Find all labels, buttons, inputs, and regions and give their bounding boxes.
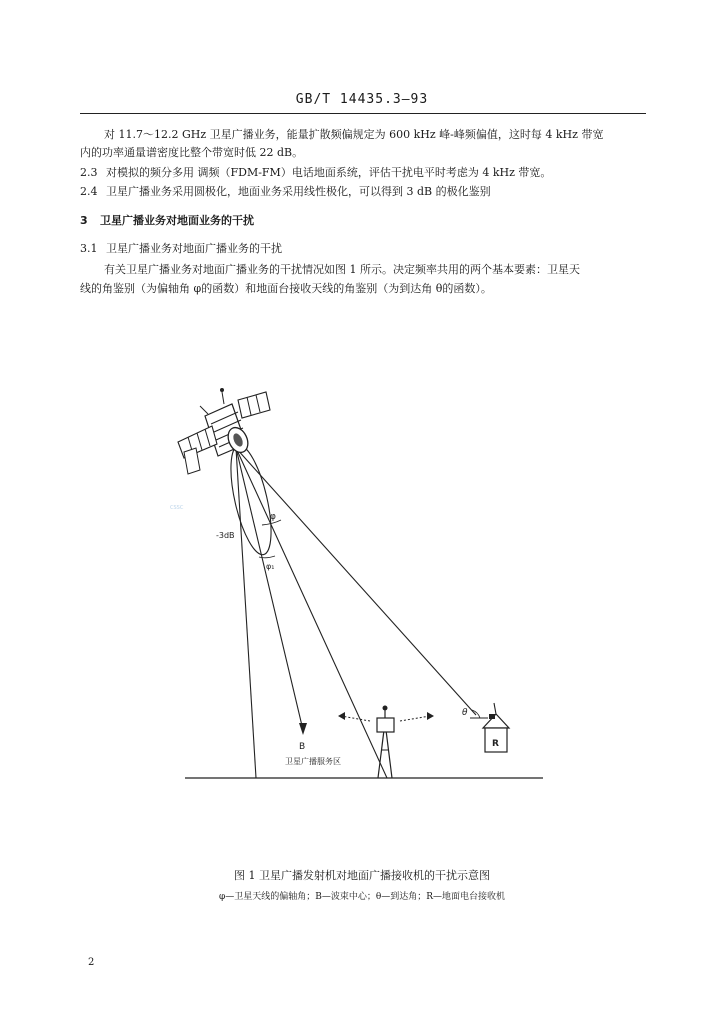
paragraph-line: 线的角鉴别（为偏轴角 φ的函数）和地面台接收天线的角鉴别（为到达角 θ的函数）。: [80, 282, 492, 295]
label-3db: -3dB: [216, 531, 235, 540]
beam-center-arrow: [299, 723, 307, 735]
transmitter-tower-icon: [338, 706, 434, 779]
label-theta: θ: [462, 708, 468, 718]
label-phi1: φ₁: [266, 562, 275, 571]
figure-caption: 图 1 卫星广播发射机对地面广播接收机的干扰示意图: [234, 869, 490, 882]
clause-number: 2.3: [80, 166, 98, 179]
label-phi: φ: [270, 512, 276, 522]
label-service-area: 卫星广播服务区: [285, 757, 341, 766]
clause-text: 对模拟的频分多用 调频（FDM-FM）电话地面系统，评估干扰电平时考虑为 4 kHz 带宽。: [106, 166, 552, 179]
paragraph-line: 对 11.7～12.2 GHz 卫星广播业务，能量扩散频偏规定为 600 kHz 峰-峰频偏值，这时每 4 kHz 带宽: [104, 128, 604, 141]
paragraph-line: 内的功率通量谱密度比整个带宽时低 22 dB。: [80, 146, 304, 159]
label-receiver: R: [492, 739, 499, 749]
clause-number: 2.4: [80, 185, 98, 198]
beam-edge-left: [236, 448, 256, 778]
figure-legend: φ—卫星天线的偏轴角；B—波束中心；θ—到达角；R—地面电台接收机: [218, 892, 506, 902]
section-title: 卫星广播业务对地面业务的干扰: [100, 214, 254, 227]
paragraph-line: 有关卫星广播业务对地面广播业务的干扰情况如图 1 所示。决定频率共用的两个基本要素：卫星天: [104, 263, 580, 276]
clause-text: 卫星广播业务采用圆极化，地面业务采用线性极化，可以得到 3 dB 的极化鉴别: [106, 185, 491, 198]
beam-line-to-transmitter: [236, 448, 387, 778]
page-number: 2: [88, 957, 95, 968]
beam-line-to-receiver: [236, 448, 476, 715]
running-header: GB/T 14435.3—93: [295, 92, 429, 107]
label-beam-center: B: [299, 742, 306, 752]
clause-number: 3.1: [80, 242, 98, 255]
satellite-icon: [178, 388, 270, 474]
clause-title: 卫星广播业务对地面广播业务的干扰: [106, 242, 282, 255]
section-number: 3: [80, 214, 88, 227]
beam-lobe: [223, 442, 279, 558]
watermark-mark: CSSC: [170, 505, 184, 511]
beam-center-line: [236, 448, 303, 730]
